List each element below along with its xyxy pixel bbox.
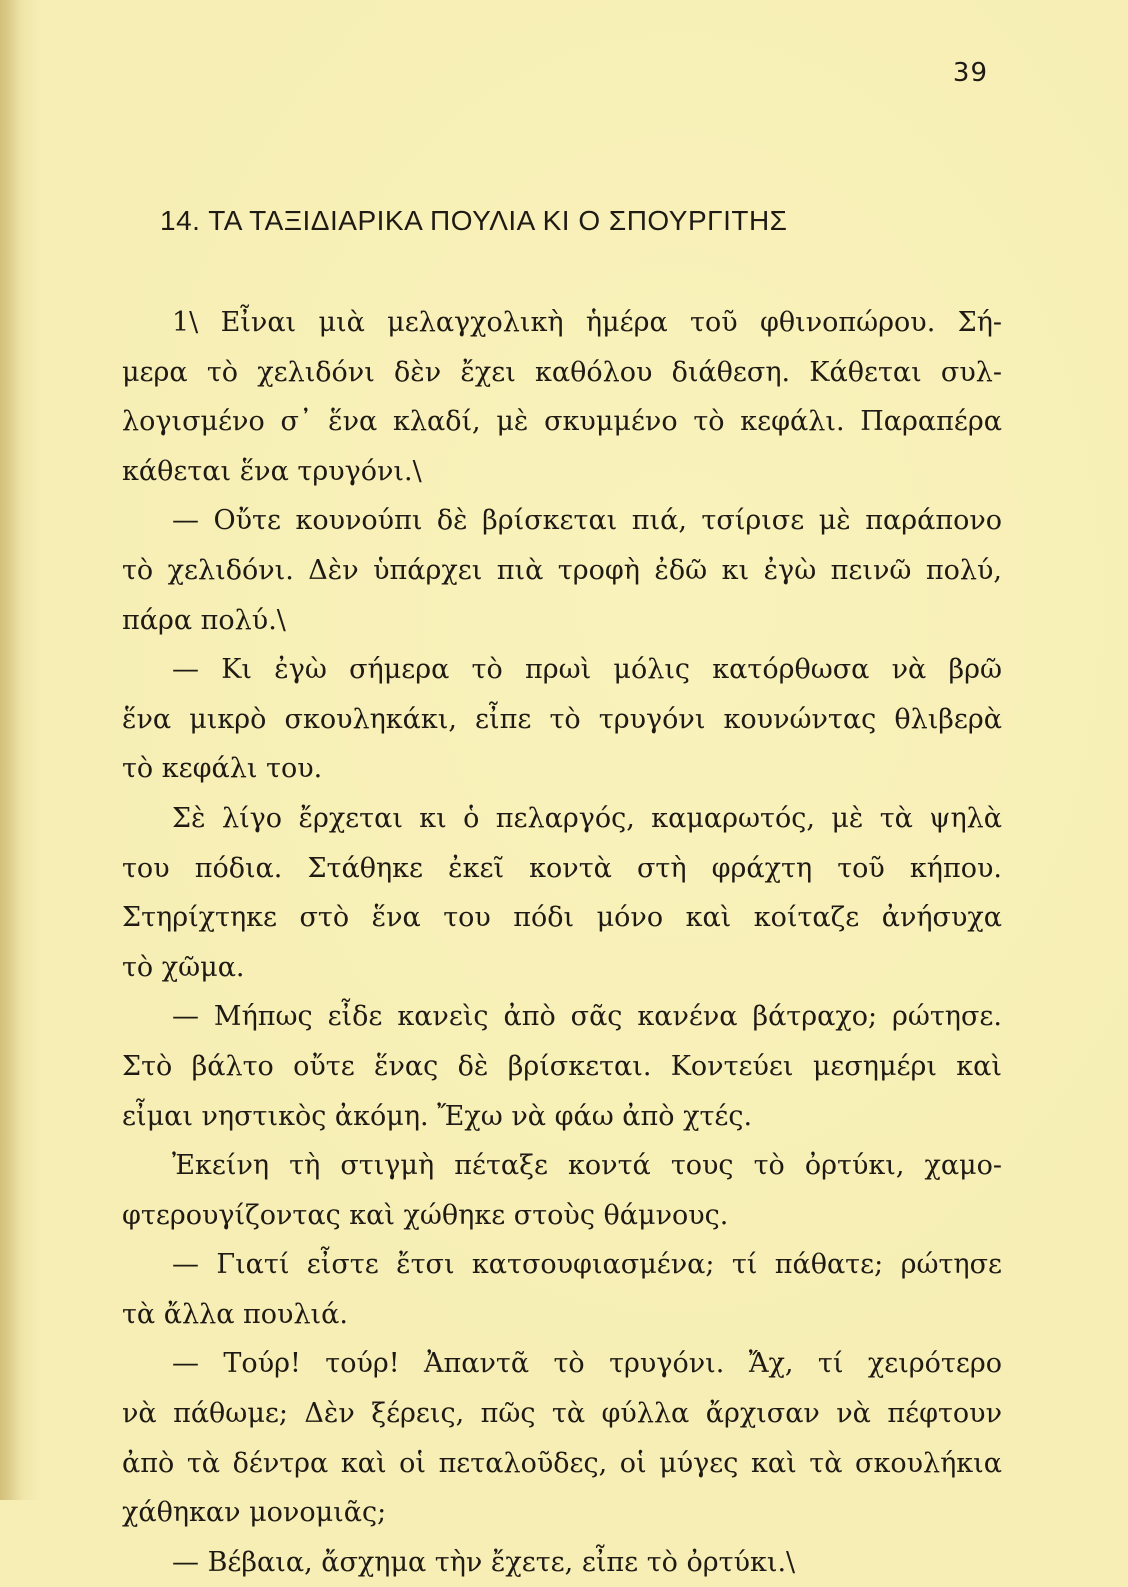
text-line: εἶμαι νηστικὸς ἀκόμη. Ἔχω νὰ φάω ἀπὸ χτές. [122,1100,753,1132]
text-line: ἀπὸ τὰ δέντρα καὶ οἱ πεταλοῦδες, οἱ μύγες καὶ τὰ σκουλήκια [122,1447,1002,1479]
text-line: τὸ χῶμα. [122,951,245,983]
text-line: 1\ Εἶναι μιὰ μελαγχολικὴ ἡμέρα τοῦ φθινοπώρου. Σή- [172,307,1002,338]
text-line: χάθηκαν μονομιᾶς; [122,1497,387,1529]
text-line: μερα τὸ χελιδόνι δὲν ἔχει καθόλου διάθεση. Κάθεται συλ- [122,356,1002,388]
text-line: Στὸ βάλτο οὔτε ἕνας δὲ βρίσκεται. Κοντεύει μεσημέρι καὶ [122,1050,1002,1082]
text-line: ἕνα μικρὸ σκουληκάκι, εἶπε τὸ τρυγόνι κουνώντας θλιβερὰ [122,703,1002,735]
text-line: πάρα πολύ.\ [122,604,286,636]
text-line: — Οὔτε κουνούπι δὲ βρίσκεται πιά, τσίρισε μὲ παράπονο [172,505,1002,537]
chapter-title: 14. ΤΑ ΤΑΞΙΔΙΑΡΙΚΑ ΠΟΥΛΙΑ ΚΙ Ο ΣΠΟΥΡΓΙΤΗΣ [160,205,788,236]
text-line: τὸ κεφάλι του. [122,753,323,785]
text-line: — Τούρ! τούρ! Ἀπαντᾶ τὸ τρυγόνι. Ἄχ, τί χειρότερο [172,1348,1002,1380]
text-line: φτερουγίζοντας καὶ χώθηκε στοὺς θάμνους. [122,1199,729,1231]
text-line: Σὲ λίγο ἔρχεται κι ὁ πελαργός, καμαρωτός, μὲ τὰ ψηλὰ [172,802,1002,834]
text-line: — Βέβαια, ἄσχημα τὴν ἔχετε, εἶπε τὸ ὀρτύκι.\ [172,1546,796,1578]
text-line: — Μήπως εἶδε κανεὶς ἀπὸ σᾶς κανένα βάτραχο; ρώτησε. [172,1001,1002,1033]
story-body [122,298,1002,1587]
text-line: του πόδια. Στάθηκε ἐκεῖ κοντὰ στὴ φράχτη τοῦ κήπου. [122,852,1002,884]
text-line: κάθεται ἕνα τρυγόνι.\ [122,455,422,487]
text-line: — Κι ἐγὼ σήμερα τὸ πρωὶ μόλις κατόρθωσα νὰ βρῶ [172,654,1002,686]
text-line: τὸ χελιδόνι. Δὲν ὑπάρχει πιὰ τροφὴ ἐδῶ κι ἐγὼ πεινῶ πολύ, [122,554,1002,586]
text-line: λογισμένο σ᾽ ἕνα κλαδί, μὲ σκυμμένο τὸ κεφάλι. Παραπέρα [122,406,1002,438]
binding-edge [0,0,22,1500]
text-line: Στηρίχτηκε στὸ ἕνα του πόδι μόνο καὶ κοίταζε ἀνήσυχα [122,902,1002,934]
text-line: Ἐκείνη τὴ στιγμὴ πέταξε κοντά τους τὸ ὀρτύκι, χαμο- [172,1150,1002,1182]
text-line: τὰ ἄλλα πουλιά. [122,1298,348,1330]
text-line: νὰ πάθωμε; Δὲν ξέρεις, πῶς τὰ φύλλα ἄρχισαν νὰ πέφτουν [122,1398,1002,1430]
text-line: — Γιατί εἶστε ἔτσι κατσουφιασμένα; τί πάθατε; ρώτησε [172,1249,1002,1281]
page-number: 39 [952,58,988,88]
